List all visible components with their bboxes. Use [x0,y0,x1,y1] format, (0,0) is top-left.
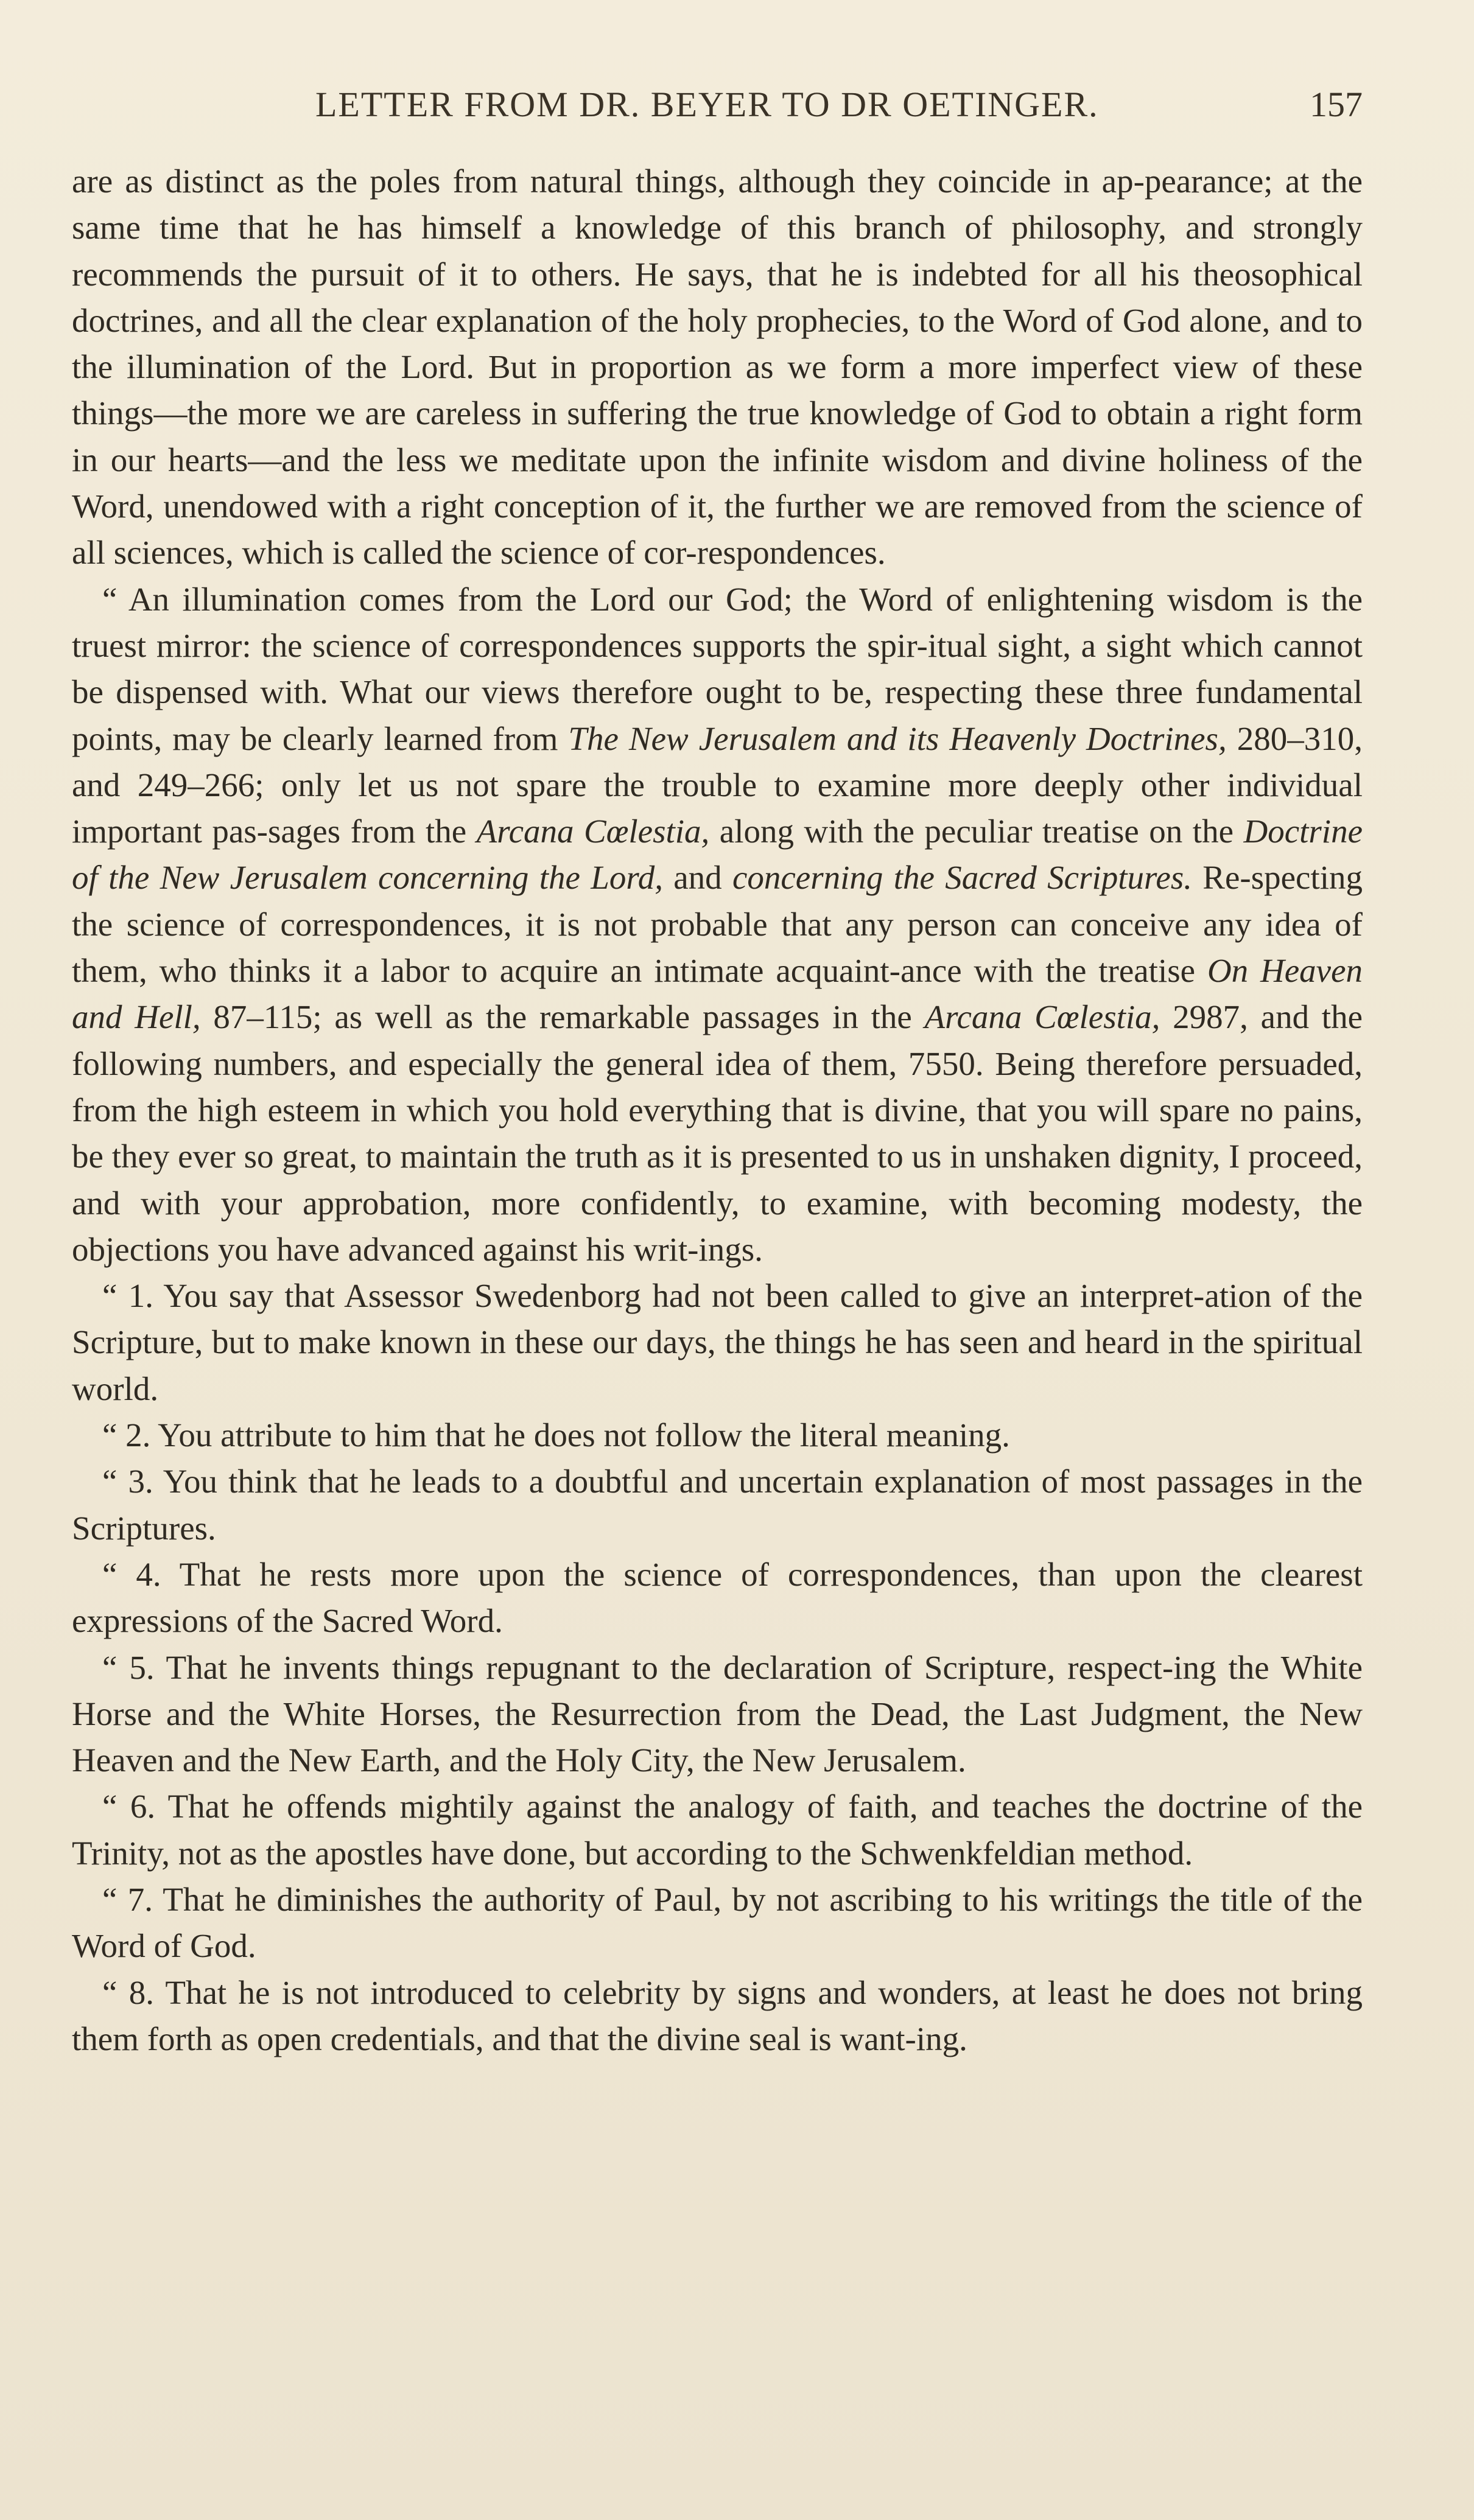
italic-title: Arcana Cœlestia, [476,813,710,850]
text-run: “ 5. That he invents things repugnant to the declaration of Scripture, respect-ing the White Horse and the White Horses, the Resurrection from the Dead, the Last Judgment, the New Heaven and the New Earth, and the Holy City, the New Jerusalem. [72,1648,1363,1779]
paragraph-p1 [72,158,1363,576]
paragraph-p7 [72,1645,1363,1784]
italic-title: Arcana Cœlestia, [924,998,1160,1036]
text-run: “ 7. That he diminishes the authority of Paul, by not ascribing to his writings the title of the Word of God. [72,1880,1363,1965]
italic-title: Doctrine of the New Jerusalem concerning the Lord, [72,813,1363,897]
text-run: are as distinct as the poles from natural things, although they coincide in ap-pearance; at the same time that he has himself a knowledge of this branch of philosophy, and strongly recommends the pursuit of it to others. He says, that he is indebted for all his theosophical doctrines, and all the clear explanation of the holy prophecies, to the Word of God alone, and to the illumination of the Lord. But in proportion as we form a more imperfect view of these things—the more we are careless in suffering the true knowledge of God to obtain a right form in our hearts—and the less we meditate upon the infinite wisdom and divine holiness of the Word, unendowed with a right conception of it, the further we are removed from the science of all sciences, which is called the science of cor-respondences. [72,163,1363,572]
italic-title: concerning the Sacred Scriptures. [732,859,1192,897]
text-run: “ 3. You think that he leads to a doubtful and uncertain explanation of most passages in the Scriptures. [72,1463,1363,1547]
text-run: 280–310, and 249–266; only let us not spare the trouble to examine more deeply other individual important pas-sages from the [72,719,1363,850]
text-run: Re-specting the science of correspondences, it is not probable that any person can conceive any idea of them, who thinks it a labor to acquire an intimate acquaint-ance with the treatise [72,859,1363,990]
text-run: “ 6. That he offends mightily against the analogy of faith, and teaches the doctrine of the Trinity, not as the apostles have done, but according to the Schwenkfeldian method. [72,1788,1363,1872]
page-header [72,84,1363,133]
text-run: and [662,859,732,897]
page-number: 157 [1310,85,1363,124]
italic-title: The New Jerusalem and its Heavenly Doctrines, [568,719,1227,757]
text-run: 2987, and the following numbers, and especially the general idea of them, 7550. Being therefore persuaded, from the high esteem in which you hold everything that is divine, that you will spare no pains, be they ever so great, to maintain the truth as it is presented to us in unshaken dignity, I proceed, and with your approbation, more confidently, to examine, with becoming modesty, the objections you have advanced against his writ-ings. [72,998,1363,1268]
running-head: LETTER FROM DR. BEYER TO DR OETINGER. [315,85,1099,124]
paragraph-p10 [72,1970,1363,2063]
paragraph-p3 [72,1273,1363,1412]
italic-title: On Heaven and Hell, [72,952,1363,1036]
text-run: “ 2. You attribute to him that he does not follow the literal meaning. [102,1416,1010,1454]
paragraph-p4 [72,1412,1363,1458]
text-run: along with the peculiar treatise on the [709,813,1244,850]
text-run: “ 4. That he rests more upon the science of correspondences, than upon the clearest expressions of the Sacred Word. [72,1555,1363,1640]
text-run: “ 8. That he is not introduced to celebrity by signs and wonders, at least he does not bring them forth as open credentials, and that the divine seal is want-ing. [72,1973,1363,2057]
text-run: 87–115; as well as the remarkable passages in the [200,998,925,1036]
paragraph-p9 [72,1877,1363,1970]
paragraph-p8 [72,1783,1363,1877]
paragraph-p2 [72,576,1363,1273]
paragraph-p5 [72,1458,1363,1552]
text-run: “ An illumination comes from the Lord our God; the Word of enlightening wisdom is the truest mirror: the science of correspondences supports the spir-itual sight, a sight which cannot be dispensed with. What our views therefore ought to be, respecting these three fundamental points, may be clearly learned from [72,580,1363,757]
body-text [72,158,1363,2062]
text-run: “ 1. You say that Assessor Swedenborg had not been called to give an interpret-ation of the Scripture, but to make known in these our days, the things he has seen and heard in the spiritual world. [72,1277,1363,1407]
paragraph-p6 [72,1552,1363,1645]
